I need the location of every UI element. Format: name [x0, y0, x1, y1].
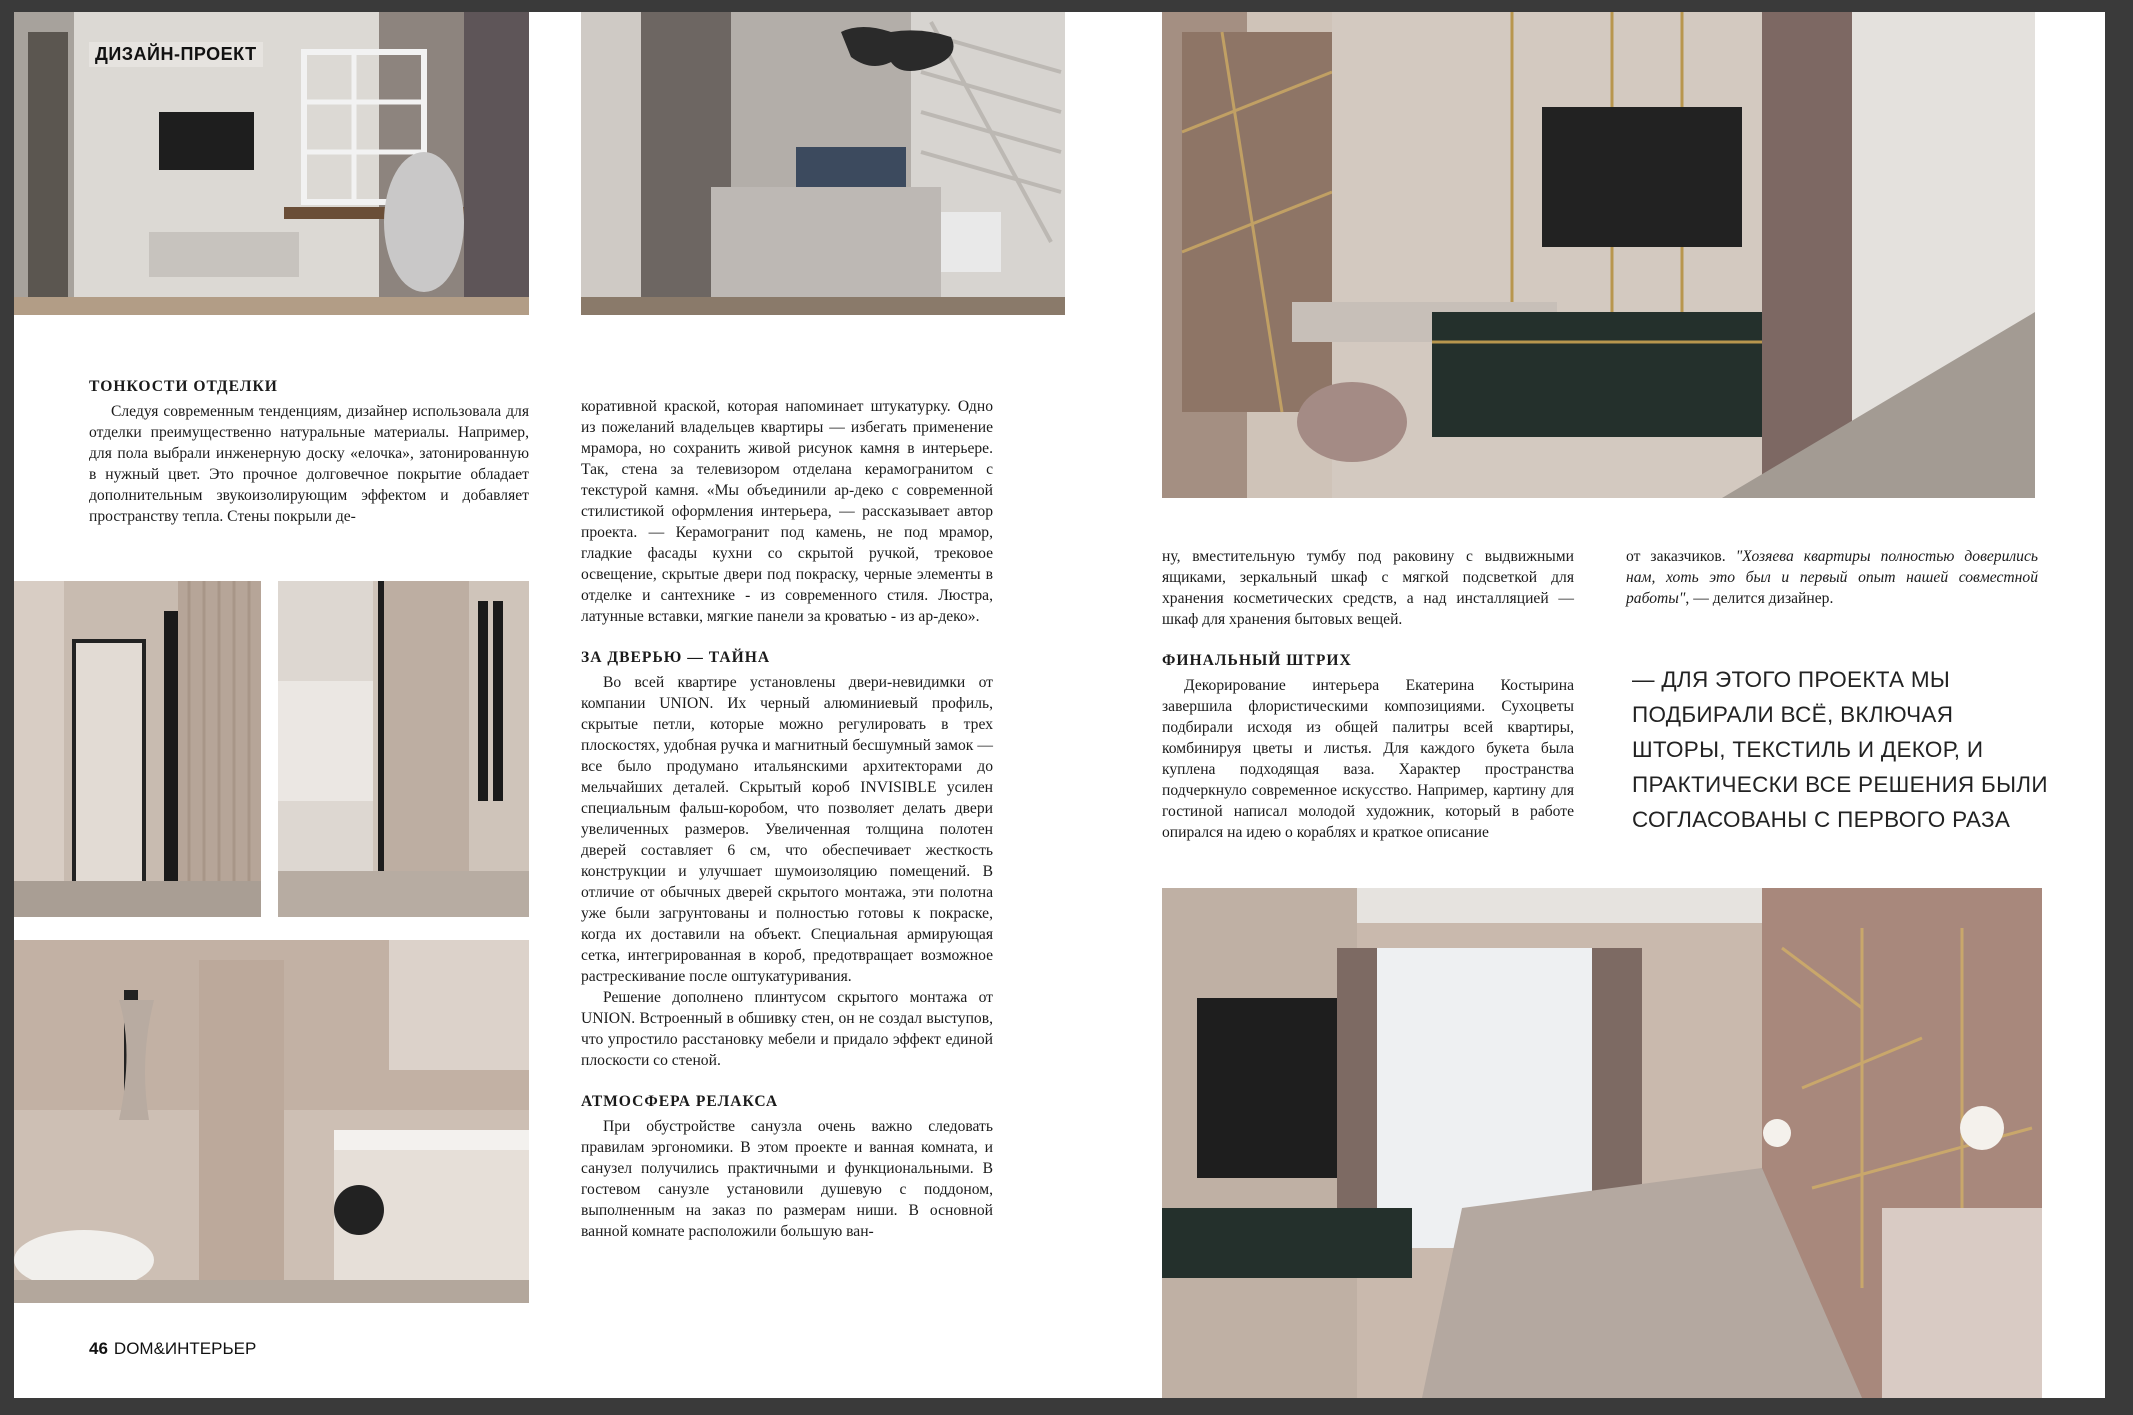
paragraph-lead: от заказчиков.	[1626, 548, 1736, 565]
heading-relax: АТМОСФЕРА РЕЛАКСА	[581, 1093, 779, 1110]
text-column-4	[1626, 546, 2038, 609]
paragraph	[1626, 546, 2038, 609]
paragraph: Во всей квартире установлены двери-невидимки от компании UNION. Их черный алюминиевый профиль, скрытые петли, которые можно регулировать в трех плоскостях, удобная ручка и магнитный бесшумный замок — все было продумано итальянскими архитекторами до мельчайших деталей. Скрытый короб INVISIBLE усилен специальным фальш-коробом, что позволяет делать двери увеличенных размеров. Увеличенная толщина полотен дверей составляет 6 см, что обеспечивает жесткость конструкции и улучшает шумоизоляцию помещений. В отличие от обычных дверей скрытого монтажа, эти полотна уже были загрунтованы и полностью готовы к покраске, когда их доставили на объект. Специальная армирующая сетка, интегрированная в короб, предотвращает возможное растрескивание после оштукатуривания.	[581, 674, 993, 985]
bathroom-photo-icon	[14, 940, 529, 1303]
photo-master-bedroom-tv	[1162, 12, 2035, 498]
heading-finishing: ТОНКОСТИ ОТДЕЛКИ	[89, 378, 278, 395]
magazine-spread	[14, 12, 2105, 1398]
photo-hallway-door	[14, 581, 261, 917]
photo-bedroom-map	[581, 12, 1065, 315]
paragraph: Решение дополнено плинтусом скрытого монтажа от UNION. Встроенный в обшивку стен, он не создал выступов, что упростило расстановку мебели и придало эффект единой плоскости со стеной.	[581, 989, 993, 1069]
page-footer	[89, 1339, 256, 1359]
pull-quote: — ДЛЯ ЭТОГО ПРОЕКТА МЫ ПОДБИРАЛИ ВСЁ, ВКЛЮЧАЯ ШТОРЫ, ТЕКСТИЛЬ И ДЕКОР, И ПРАКТИЧЕСКИ ВСЕ РЕШЕНИЯ БЫЛИ СОГЛАСОВАНЫ С ПЕРВОГО РАЗА	[1632, 667, 2048, 832]
photo-master-bedroom-window	[1162, 888, 2042, 1398]
paragraph: коративной краской, которая напоминает штукатурку. Одно из пожеланий владельцев квартиры — избегать применение мрамора, но сохранить живой рисунок камня в интерьере. Так, стена за телевизором отделана керамогранитом с текстурой камня. «Мы объединили ар-деко с современной стилистикой оформления интерьера, — рассказывает автор проекта. — Керамогранит под камень, не под мрамор, гладкие фасады кухни со скрытой ручкой, трековое освещение, скрытые двери под покраску, черные элементы в отделке и сантехнике - из современного стиля. Люстра, латунные вставки, мягкие панели за кроватью - из ар-деко».	[581, 398, 993, 625]
paragraph: Следуя современным тенденциям, дизайнер использовала для отделки преимущественно натуральные материалы. Например, для пола выбрали инженерную доску «елочка», затонированную в нужный цвет. Это прочное долговечное покрытие обладает дополнительным звукоизолирующим эффектом и добавляет пространству тепла. Стены покрыли де-	[89, 403, 529, 525]
paragraph-tail: , — делится дизайнер.	[1685, 590, 1834, 607]
text-column-3	[1162, 546, 1574, 843]
shower-photo-icon	[278, 581, 529, 917]
text-column-2	[581, 396, 993, 1242]
paragraph: ну, вместительную тумбу под раковину с выдвижными ящиками, зеркальный шкаф с мягкой подсветкой для хранения косметических средств, а над инсталляцией — шкаф для хранения бытовых вещей.	[1162, 548, 1574, 628]
designer-quote: "Хозяева квартиры полностью доверились нам, хоть это был и первый опыт нашей совместной работы"	[1626, 548, 2038, 607]
photo-bathroom	[14, 940, 529, 1303]
paragraph: При обустройстве санузла очень важно следовать правилам эргономики. В этом проекте и ванная комната, и санузел получились практичными и функциональными. В гостевом санузле установили душевую с поддоном, выполненным на заказ по размерам ниши. В основной ванной комнате расположили большую ван-	[581, 1118, 993, 1240]
page-number: 46	[89, 1339, 108, 1358]
text-column-1	[89, 376, 529, 527]
hallway-photo-icon	[14, 581, 261, 917]
heading-final-touch: ФИНАЛЬНЫЙ ШТРИХ	[1162, 652, 1352, 669]
bedroom-photo-icon	[1162, 12, 2035, 498]
paragraph: Декорирование интерьера Екатерина Костырина завершила флористическими композициями. Сухоцветы подбирали исходя из общей палитры всей квартиры, комбинируя цветы и листья. Для каждого букета была куплена подходящая ваза. Характер пространства подчеркнуло современное искусство. Например, картину для гостиной написал молодой художник, который в работе опирался на идею о кораблях и краткое описание	[1162, 677, 1574, 841]
bedroom-photo-icon	[581, 12, 1065, 315]
photo-shower	[278, 581, 529, 917]
bedroom-photo-icon	[1162, 888, 2042, 1398]
section-label: ДИЗАЙН-ПРОЕКТ	[89, 42, 263, 67]
heading-behind-door: ЗА ДВЕРЬЮ — ТАЙНА	[581, 649, 771, 666]
magazine-name: DOM&ИНТЕРЬЕР	[113, 1339, 257, 1358]
